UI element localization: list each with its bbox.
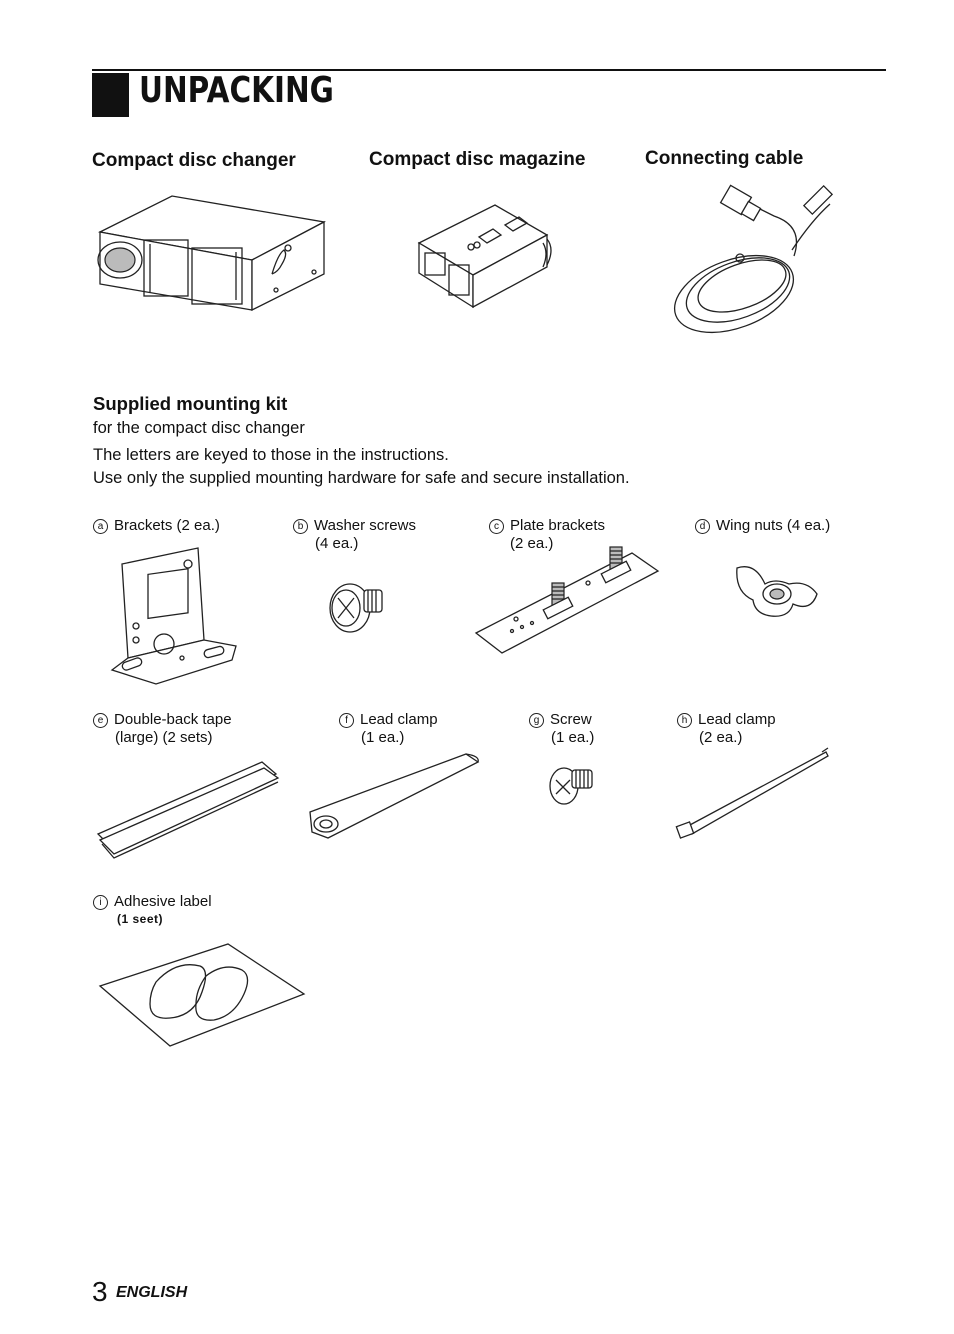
letter-badge-d: d [695, 519, 710, 534]
part-label-g: g Screw (1 ea.) [529, 711, 594, 747]
letter-badge-f: f [339, 713, 354, 728]
product-title-magazine: Compact disc magazine [369, 149, 586, 170]
letter-badge-i: i [93, 895, 108, 910]
letter-badge-b: b [293, 519, 308, 534]
kit-title: Supplied mounting kit [93, 393, 288, 414]
product-title-changer: Compact disc changer [92, 150, 296, 171]
lead-clamp-bar-illustration [306, 748, 486, 843]
screw-illustration [546, 758, 596, 808]
plate-bracket-illustration [472, 543, 662, 658]
letter-badge-g: g [529, 713, 544, 728]
product-title-cable: Connecting cable [645, 148, 804, 169]
double-back-tape-illustration [94, 758, 284, 863]
kit-note-hardware: Use only the supplied mounting hardware for safe and secure installation. [93, 469, 630, 487]
page-title: UNPACKING [139, 70, 334, 111]
cable-tie-illustration [674, 748, 834, 843]
letter-badge-e: e [93, 713, 108, 728]
footer-language: ENGLISH [116, 1284, 188, 1301]
part-label-h: h Lead clamp (2 ea.) [677, 711, 776, 747]
letter-badge-c: c [489, 519, 504, 534]
kit-note-keys: The letters are keyed to those in the instructions. [93, 446, 449, 464]
part-label-b: b Washer screws (4 ea.) [293, 517, 416, 553]
adhesive-label-illustration [96, 942, 306, 1047]
part-i-quantity: (1 seet) [117, 912, 164, 926]
part-label-c: c Plate brackets (2 ea.) [489, 517, 605, 553]
cd-magazine-illustration [415, 203, 555, 313]
cd-changer-illustration [92, 192, 332, 322]
part-label-e: e Double-back tape (large) (2 sets) [93, 711, 232, 747]
bracket-illustration [108, 540, 238, 690]
washer-screw-illustration [324, 570, 384, 640]
letter-badge-a: a [93, 519, 108, 534]
part-label-d: d Wing nuts (4 ea.) [695, 517, 830, 535]
kit-subtitle: for the compact disc changer [93, 419, 305, 437]
connecting-cable-illustration [664, 186, 844, 336]
wing-nut-illustration [731, 558, 821, 628]
part-label-i: i Adhesive label [93, 893, 212, 911]
part-label-f: f Lead clamp (1 ea.) [339, 711, 438, 747]
part-label-a: a Brackets (2 ea.) [93, 517, 220, 535]
letter-badge-h: h [677, 713, 692, 728]
page-number: 3 [92, 1276, 108, 1307]
title-marker-block [92, 73, 129, 117]
